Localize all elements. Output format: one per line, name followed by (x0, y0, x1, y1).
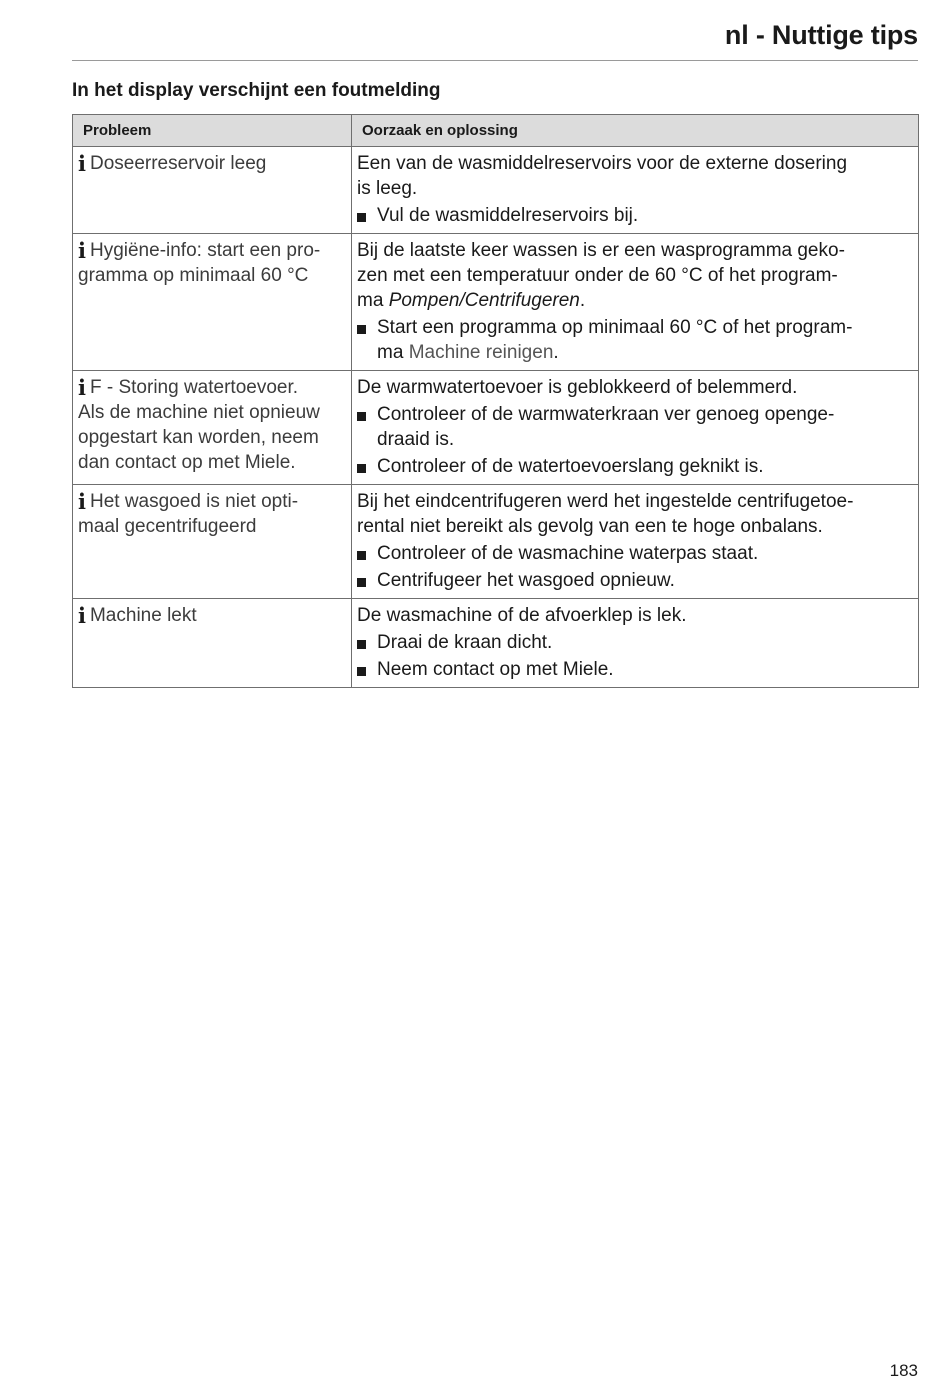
table-row (73, 234, 919, 371)
solution-item (357, 541, 913, 566)
problem-cell (73, 147, 352, 234)
square-bullet-icon (357, 412, 366, 421)
problem-text: maal gecentrifugeerd (78, 516, 257, 537)
problem-cell (73, 371, 352, 485)
cause-cell (352, 371, 919, 485)
square-bullet-icon (357, 213, 366, 222)
problem-text: Als de machine niet opnieuw (78, 402, 320, 423)
table-row (73, 371, 919, 485)
square-bullet-icon (357, 325, 366, 334)
cause-text-last (357, 288, 913, 313)
problem-cell (73, 234, 352, 371)
table-row (73, 599, 919, 688)
column-header-cause: Oorzaak en oplossing (352, 115, 919, 147)
info-icon: i (78, 151, 86, 176)
cause-cell (352, 147, 919, 234)
cause-text: Een van de wasmiddelreservoirs voor de externe dosering (357, 153, 848, 174)
solution-text: draaid is. (377, 429, 455, 450)
error-message-table (72, 114, 919, 688)
cause-text: De wasmachine of de afvoerklep is lek. (357, 605, 687, 626)
cause-prefix: ma (357, 290, 389, 311)
solution-item (357, 203, 913, 228)
solution-text: Centrifugeer het wasgoed opnieuw. (377, 570, 675, 591)
square-bullet-icon (357, 578, 366, 587)
square-bullet-icon (357, 551, 366, 560)
solution-item (357, 454, 913, 479)
solution-text: Controleer of de warmwaterkraan ver genoeg openge- (377, 404, 835, 425)
cause-text: is leeg. (357, 178, 418, 199)
cause-cell (352, 599, 919, 688)
header-divider (72, 60, 918, 61)
cause-suffix: . (579, 290, 586, 311)
solution-text: Controleer of de watertoevoerslang geknikt is. (377, 456, 764, 477)
problem-text: dan contact op met Miele. (78, 452, 296, 473)
square-bullet-icon (357, 640, 366, 649)
problem-text: opgestart kan worden, neem (78, 427, 319, 448)
solution-text: Controleer of de wasmachine waterpas staat. (377, 543, 759, 564)
info-icon: i (78, 375, 86, 400)
solution-text: Start een programma op minimaal 60 °C of het program- (377, 317, 853, 338)
section-title: In het display verschijnt een foutmelding (72, 80, 441, 101)
program-name-pompen-centrifugeren: Pompen/Centrifugeren (388, 290, 580, 311)
solution-prefix: ma (377, 342, 409, 363)
cause-text: Bij de laatste keer wassen is er een wasprogramma geko- (357, 240, 845, 261)
solution-suffix: . (553, 342, 559, 363)
solution-item (357, 568, 913, 593)
solution-item (357, 657, 913, 682)
program-name-machine-reinigen: Machine reinigen (408, 342, 554, 363)
cause-text: zen met een temperatuur onder de 60 °C of het program- (357, 265, 838, 286)
solution-text: Neem contact op met Miele. (377, 659, 614, 680)
solution-item (357, 315, 913, 365)
table-row (73, 147, 919, 234)
problem-text: Machine lekt (89, 605, 197, 626)
solution-text: Draai de kraan dicht. (377, 632, 553, 653)
cause-text: rental niet bereikt als gevolg van een te hoge onbalans. (357, 516, 823, 537)
info-icon: i (78, 238, 86, 263)
info-icon: i (78, 603, 86, 628)
table-header-row (73, 115, 919, 147)
cause-cell (352, 234, 919, 371)
problem-text: gramma op minimaal 60 °C (78, 265, 309, 286)
problem-cell (73, 599, 352, 688)
problem-text: F - Storing watertoevoer. (89, 377, 299, 398)
column-header-problem: Probleem (73, 115, 352, 147)
page-number: 183 (889, 1361, 918, 1380)
solution-item (357, 630, 913, 655)
problem-text: Het wasgoed is niet opti- (89, 491, 299, 512)
page-header-title: nl - Nuttige tips (724, 20, 918, 50)
solution-item (357, 402, 913, 452)
square-bullet-icon (357, 667, 366, 676)
cause-text: De warmwatertoevoer is geblokkeerd of belemmerd. (357, 377, 798, 398)
solution-text: Vul de wasmiddelreservoirs bij. (377, 205, 639, 226)
info-icon: i (78, 489, 86, 514)
cause-text: Bij het eindcentrifugeren werd het ingestelde centrifugetoe- (357, 491, 854, 512)
cause-cell (352, 485, 919, 599)
problem-cell (73, 485, 352, 599)
square-bullet-icon (357, 464, 366, 473)
problem-text: Hygiëne-info: start een pro- (89, 240, 321, 261)
problem-text: Doseerreservoir leeg (89, 153, 267, 174)
table-row (73, 485, 919, 599)
